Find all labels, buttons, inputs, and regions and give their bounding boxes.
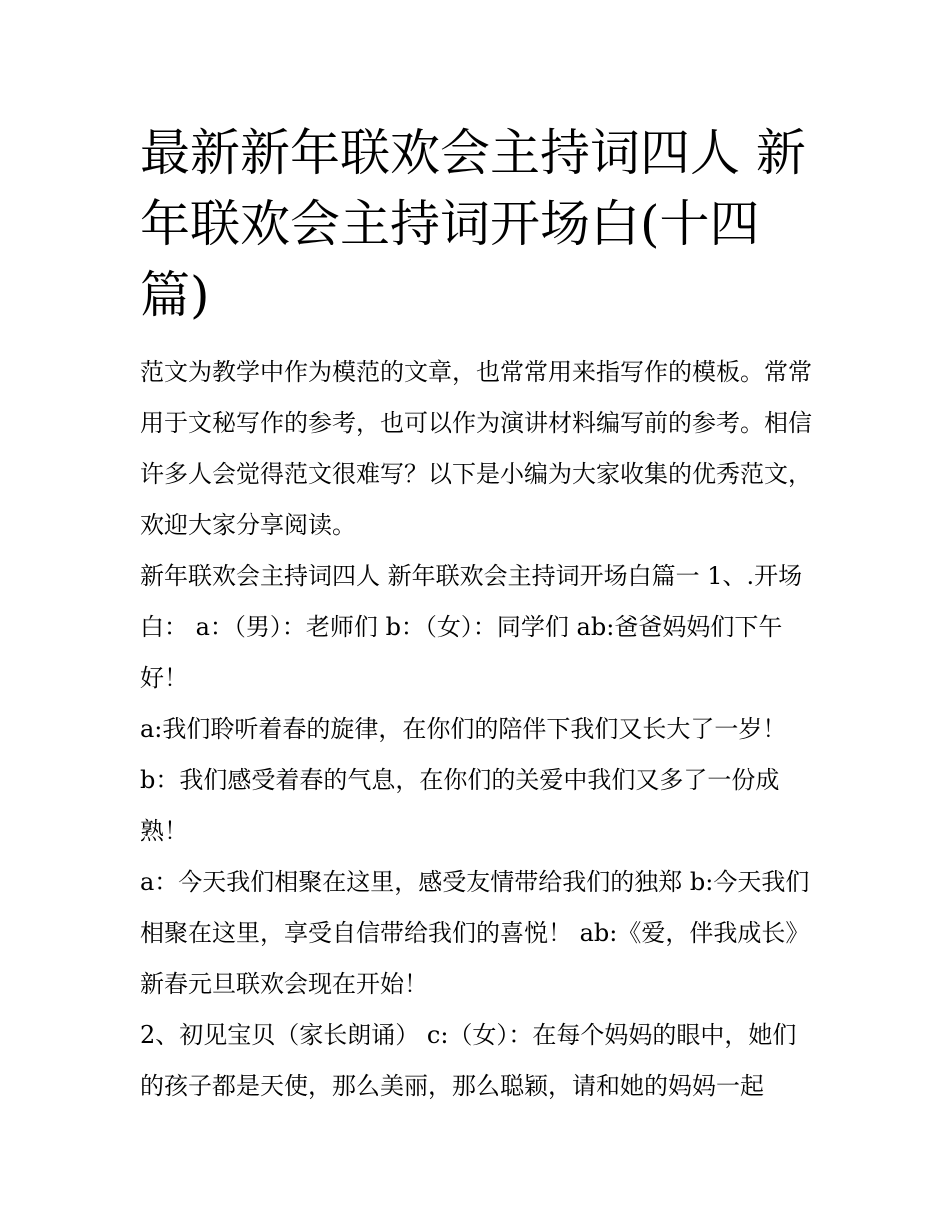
paragraph-a-line-1: a:我们聆听着春的旋律，在你们的陪伴下我们又长大了一岁！ (140, 715, 787, 743)
document-title: 最新新年联欢会主持词四人 新年联欢会主持词开场白(十四篇) (140, 124, 806, 324)
document-page (140, 118, 812, 1112)
paragraph-intro: 范文为教学中作为模范的文章，也常常用来指写作的模板。常常用于文秘写作的参考，也可以作为演讲材料编写前的参考。相信许多人会觉得范文很难写？以下是小编为大家收集的优秀范文，欢迎大家分享阅读。 (140, 358, 812, 539)
paragraph-a-b-line-2: a：今天我们相聚在这里，感受友情带给我们的独郑 b:今天我们相聚在这里，享受自信带给我们的喜悦！ ab:《爱，伴我成长》新春元旦联欢会现在开始！ (140, 868, 810, 998)
paragraph-opening: 新年联欢会主持词四人 新年联欢会主持词开场白篇一 1、.开场白： a：（男）：老师们 b：（女）：同学们 ab:爸爸妈妈们下午好！ (140, 562, 803, 692)
paragraph-section-2: 2、初见宝贝（家长朗诵） c:（女）：在每个妈妈的眼中，她们的孩子都是天使，那么美丽，那么聪颖，请和她的妈妈一起 (140, 1021, 797, 1100)
paragraph-b-line-1: b：我们感受着春的气息，在你们的关爱中我们又多了一份成熟！ (140, 766, 780, 845)
